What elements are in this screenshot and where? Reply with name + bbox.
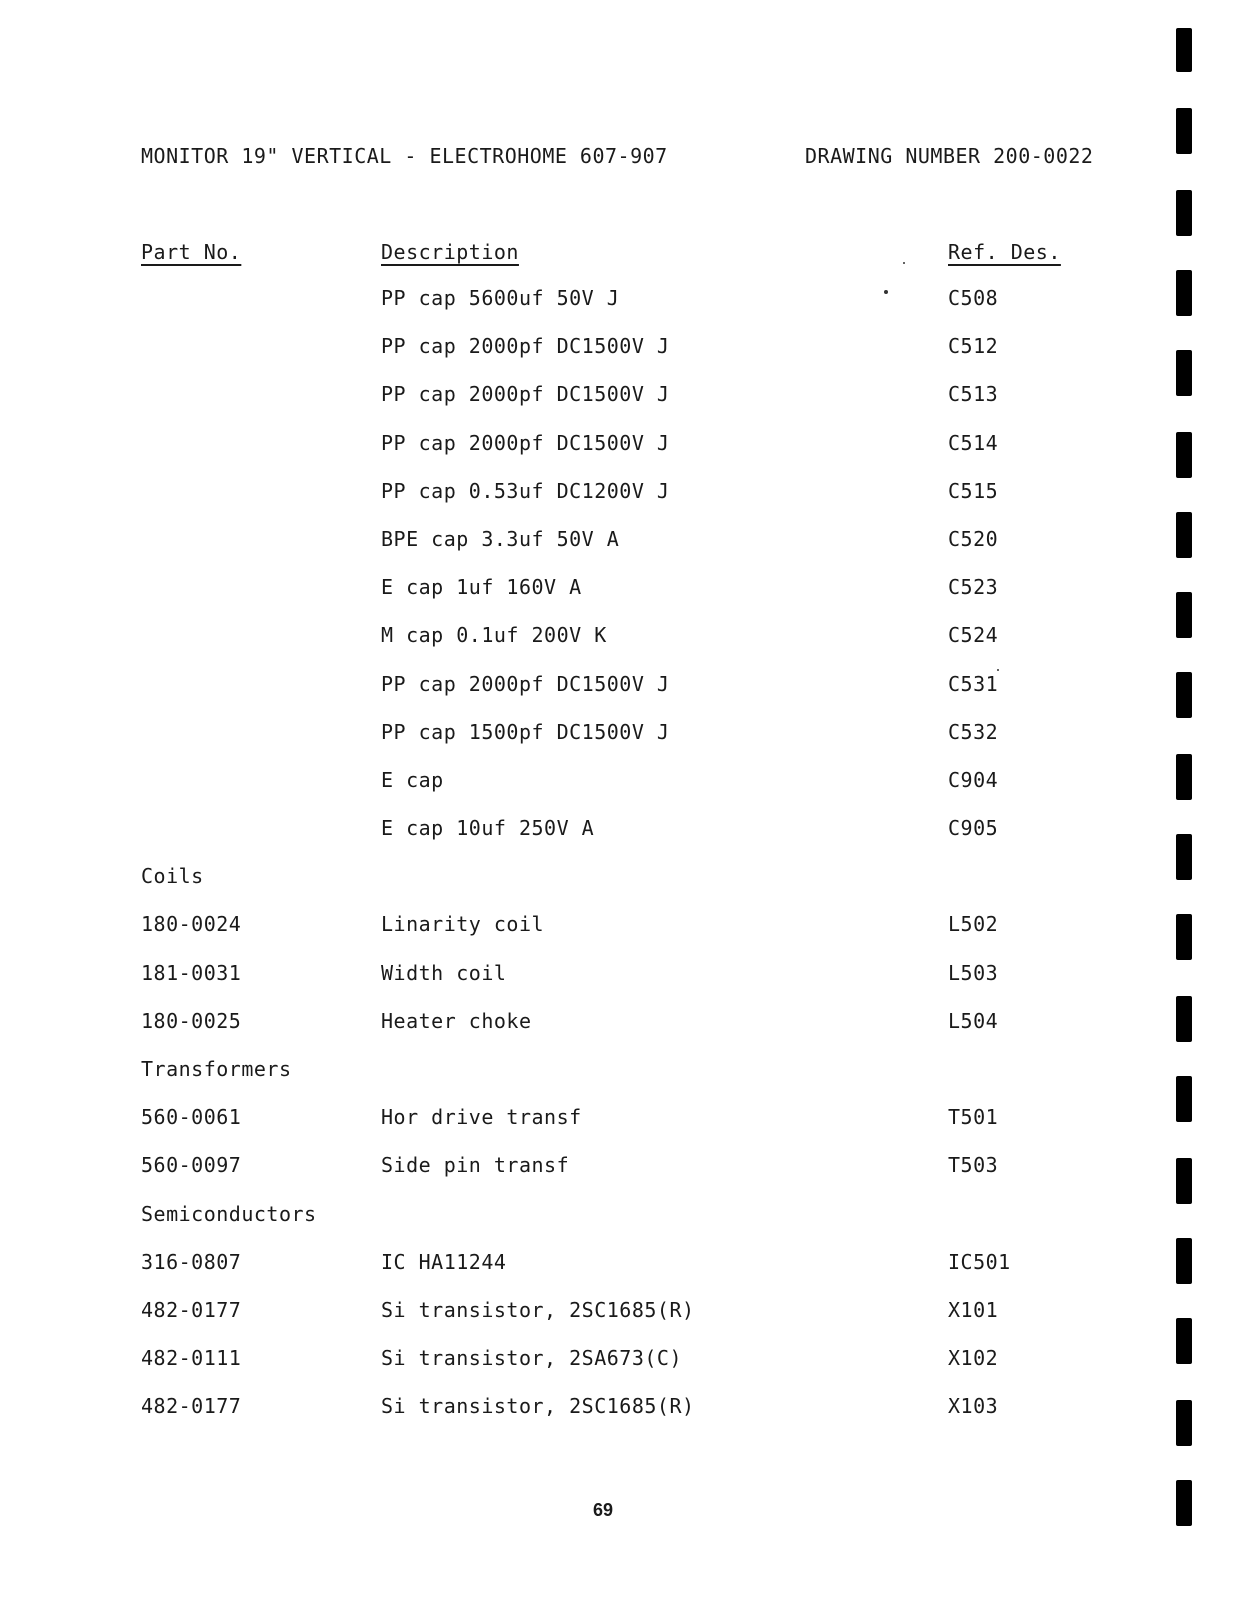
parts-row: [0, 286, 1239, 334]
part-description: PP cap 2000pf DC1500V J: [381, 382, 670, 407]
binding-mark: [1176, 190, 1192, 236]
reference-designator: X103: [948, 1394, 999, 1419]
part-description: E cap 1uf 160V A: [381, 575, 582, 600]
binding-mark: [1176, 350, 1192, 396]
parts-row: [0, 479, 1239, 527]
reference-designator: L503: [948, 960, 999, 985]
reference-designator: C904: [948, 767, 999, 792]
part-description: BPE cap 3.3uf 50V A: [381, 526, 620, 551]
binding-mark: [1176, 108, 1192, 154]
part-description: PP cap 1500pf DC1500V J: [381, 719, 670, 744]
parts-list: [0, 286, 1239, 1443]
binding-mark: [1176, 28, 1192, 72]
section-heading-row: [0, 1202, 1239, 1250]
reference-designator: IC501: [948, 1249, 1011, 1274]
part-description: Width coil: [381, 960, 507, 985]
parts-row: [0, 1153, 1239, 1201]
reference-designator: C515: [948, 478, 999, 503]
reference-designator: C531: [948, 671, 999, 696]
binding-mark: [1176, 672, 1192, 718]
part-description: Linarity coil: [381, 912, 545, 937]
parts-row: [0, 623, 1239, 671]
parts-row: [0, 334, 1239, 382]
parts-row: [0, 382, 1239, 430]
reference-designator: C523: [948, 575, 999, 600]
binding-mark: [1176, 270, 1192, 316]
part-number: 482-0177: [141, 1394, 242, 1419]
part-description: PP cap 2000pf DC1500V J: [381, 671, 670, 696]
parts-row: [0, 1346, 1239, 1394]
reference-designator: T501: [948, 1105, 999, 1130]
part-description: PP cap 5600uf 50V J: [381, 286, 620, 310]
binding-mark: [1176, 592, 1192, 638]
reference-designator: L504: [948, 1008, 999, 1033]
reference-designator: C524: [948, 623, 999, 648]
scan-speck: [884, 290, 888, 294]
binding-mark: [1176, 914, 1192, 960]
page-number: 69: [592, 1500, 614, 1520]
part-description: Side pin transf: [381, 1153, 570, 1178]
parts-row: [0, 912, 1239, 960]
section-heading: Transformers: [141, 1057, 292, 1081]
parts-row: [0, 1105, 1239, 1153]
reference-designator: C905: [948, 816, 999, 841]
parts-row: [0, 720, 1239, 768]
binding-mark: [1176, 1158, 1192, 1204]
part-description: IC HA11244: [381, 1249, 507, 1274]
scan-speck: [997, 669, 999, 671]
binding-mark: [1176, 1318, 1192, 1364]
reference-designator: C532: [948, 719, 999, 744]
part-description: PP cap 0.53uf DC1200V J: [381, 478, 670, 503]
parts-row: [0, 1394, 1239, 1442]
section-heading-row: [0, 1057, 1239, 1105]
part-description: Hor drive transf: [381, 1105, 582, 1130]
parts-row: [0, 527, 1239, 575]
part-description: E cap 10uf 250V A: [381, 816, 595, 841]
reference-designator: C508: [948, 286, 999, 310]
binding-mark: [1176, 1238, 1192, 1284]
binding-mark: [1176, 1400, 1192, 1446]
parts-row: [0, 431, 1239, 479]
reference-designator: X102: [948, 1346, 999, 1371]
binding-mark: [1176, 834, 1192, 880]
part-number: 180-0024: [141, 912, 242, 937]
parts-row: [0, 672, 1239, 720]
reference-designator: C514: [948, 430, 999, 455]
part-description: Si transistor, 2SC1685(R): [381, 1394, 695, 1419]
section-heading-row: [0, 864, 1239, 912]
part-description: PP cap 2000pf DC1500V J: [381, 430, 670, 455]
reference-designator: C520: [948, 526, 999, 551]
part-description: E cap: [381, 767, 444, 792]
reference-designator: C513: [948, 382, 999, 407]
parts-row: [0, 961, 1239, 1009]
binding-mark: [1176, 1076, 1192, 1122]
binding-mark: [1176, 512, 1192, 558]
part-description: Si transistor, 2SA673(C): [381, 1346, 682, 1371]
part-description: Si transistor, 2SC1685(R): [381, 1297, 695, 1322]
binding-mark: [1176, 996, 1192, 1042]
part-number: 181-0031: [141, 960, 242, 985]
part-description: PP cap 2000pf DC1500V J: [381, 334, 670, 359]
part-number: 482-0111: [141, 1346, 242, 1371]
reference-designator: T503: [948, 1153, 999, 1178]
part-description: Heater choke: [381, 1008, 532, 1033]
parts-row: [0, 1298, 1239, 1346]
binding-mark: [1176, 754, 1192, 800]
parts-row: [0, 816, 1239, 864]
section-heading: Semiconductors: [141, 1201, 317, 1226]
part-number: 560-0061: [141, 1105, 242, 1130]
column-header-part-no: Part No.: [141, 240, 242, 264]
reference-designator: C512: [948, 334, 999, 359]
part-description: M cap 0.1uf 200V K: [381, 623, 607, 648]
scan-speck: [903, 262, 905, 264]
part-number: 180-0025: [141, 1008, 242, 1033]
part-number: 560-0097: [141, 1153, 242, 1178]
part-number: 316-0807: [141, 1249, 242, 1274]
parts-row: [0, 1009, 1239, 1057]
drawing-number: DRAWING NUMBER 200-0022: [805, 144, 1094, 168]
document-title: MONITOR 19" VERTICAL - ELECTROHOME 607-907: [141, 144, 668, 168]
binding-mark: [1176, 1480, 1192, 1526]
reference-designator: L502: [948, 912, 999, 937]
reference-designator: X101: [948, 1297, 999, 1322]
parts-row: [0, 768, 1239, 816]
column-header-ref-des: Ref. Des.: [948, 240, 1061, 264]
parts-row: [0, 575, 1239, 623]
binding-mark: [1176, 432, 1192, 478]
section-heading: Coils: [141, 864, 204, 889]
part-number: 482-0177: [141, 1297, 242, 1322]
column-header-description: Description: [381, 240, 519, 264]
parts-row: [0, 1250, 1239, 1298]
